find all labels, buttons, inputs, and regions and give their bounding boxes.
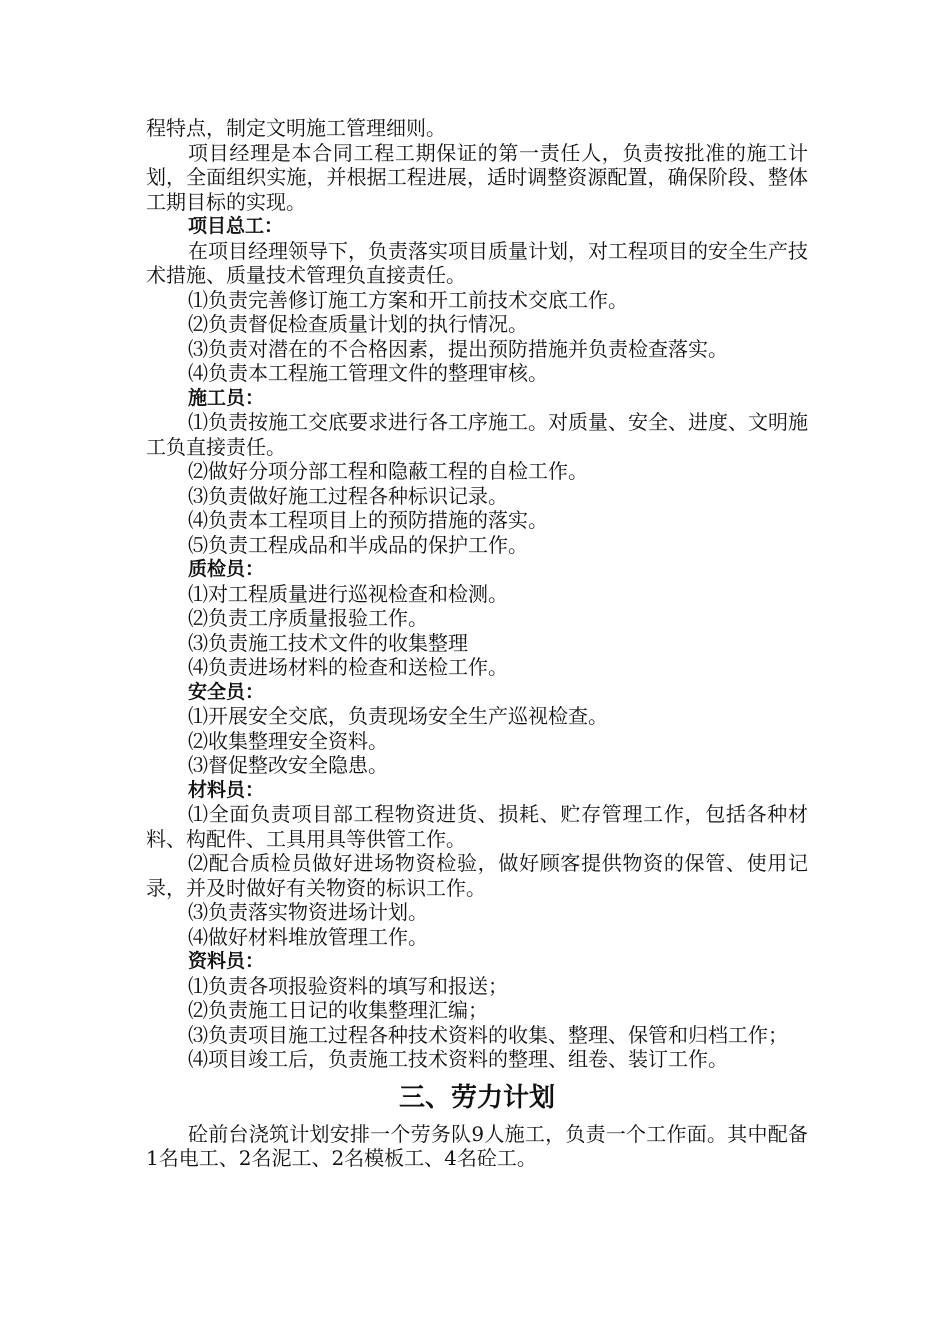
heading-constructor: 施工员： bbox=[188, 386, 265, 409]
list-item: ⑵配合质检员做好进场物资检验，做好顾客提供物资的保管、使用记录，并及时做好有关物资的标识工作。 bbox=[146, 851, 808, 900]
list-item: ⑶负责对潜在的不合格因素，提出预防措施并负责检查落实。 bbox=[188, 336, 728, 361]
list-item: ⑵负责施工日记的收集整理汇编； bbox=[188, 998, 488, 1022]
list-item: ⑵收集整理安全资料。 bbox=[188, 728, 388, 753]
list-item: ⑶负责落实物资进场计划。 bbox=[188, 900, 428, 924]
list-item: ⑴负责按施工交底要求进行各工序施工。对质量、安全、进度、文明施工负直接责任。 bbox=[146, 410, 808, 459]
heading-quality-inspector: 质检员： bbox=[188, 558, 265, 580]
section-title-labor-plan: 三、劳力计划 bbox=[398, 1082, 555, 1113]
list-item: ⑷负责本工程施工管理文件的整理审核。 bbox=[188, 361, 548, 385]
paragraph-intro-end: 程特点，制定文明施工管理细则。 bbox=[146, 116, 446, 140]
list-item: ⑴全面负责项目部工程物资进货、损耗、贮存管理工作，包括各种材料、构配件、工具用具等供管工作。 bbox=[146, 802, 808, 851]
list-item: ⑵负责督促检查质量计划的执行情况。 bbox=[188, 312, 528, 336]
list-item: ⑷负责进场材料的检查和送检工作。 bbox=[188, 655, 508, 679]
list-item: ⑶负责项目施工过程各种技术资料的收集、整理、保管和归档工作； bbox=[188, 1022, 788, 1047]
list-item: ⑸负责工程成品和半成品的保护工作。 bbox=[188, 532, 528, 557]
heading-safety-officer: 安全员： bbox=[188, 680, 265, 703]
list-item: ⑴负责完善修订施工方案和开工前技术交底工作。 bbox=[188, 287, 628, 312]
document-page bbox=[146, 116, 808, 1171]
list-item: ⑴负责各项报验资料的填写和报送； bbox=[188, 973, 508, 998]
paragraph-project-manager: 项目经理是本合同工程工期保证的第一责任人，负责按批准的施工计划，全面组织实施，并根据工程进展，适时调整资源配置，确保阶段、整体工期目标的实现。 bbox=[146, 140, 808, 214]
heading-document-officer: 资料员： bbox=[188, 950, 265, 972]
list-item: ⑵负责工序质量报验工作。 bbox=[188, 606, 428, 630]
heading-material-officer: 材料员： bbox=[188, 778, 265, 801]
paragraph-chief-engineer-intro: 在项目经理领导下，负责落实项目质量计划，对工程项目的安全生产技术措施、质量技术管理负直接责任。 bbox=[146, 238, 808, 287]
list-item: ⑶督促整改安全隐患。 bbox=[188, 753, 388, 777]
paragraph-labor-plan: 砼前台浇筑计划安排一个劳务队9人施工，负责一个工作面。其中配备1名电工、2名泥工、2名模板工、4名砼工。 bbox=[146, 1121, 808, 1170]
list-item: ⑴对工程质量进行巡视检查和检测。 bbox=[188, 581, 508, 606]
heading-chief-engineer: 项目总工： bbox=[188, 215, 284, 237]
list-item: ⑵做好分项分部工程和隐蔽工程的自检工作。 bbox=[188, 459, 588, 483]
list-item: ⑴开展安全交底，负责现场安全生产巡视检查。 bbox=[188, 704, 608, 728]
list-item: ⑷项目竣工后，负责施工技术资料的整理、组卷、装订工作。 bbox=[188, 1047, 728, 1071]
list-item: ⑷负责本工程项目上的预防措施的落实。 bbox=[188, 508, 548, 532]
list-item: ⑷做好材料堆放管理工作。 bbox=[188, 924, 428, 949]
list-item: ⑶负责施工技术文件的收集整理 bbox=[188, 630, 468, 655]
list-item: ⑶负责做好施工过程各种标识记录。 bbox=[188, 483, 508, 508]
